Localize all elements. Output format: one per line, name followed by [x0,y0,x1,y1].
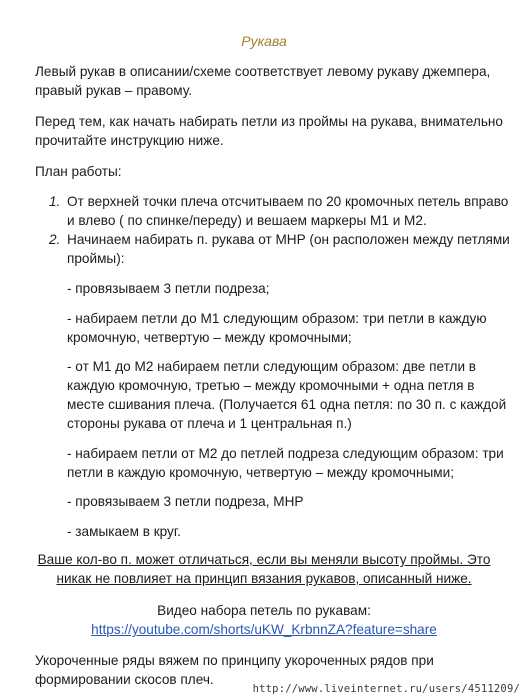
intro-line-2: правый рукав – правому. [35,83,193,98]
step-1-line-1: От верхней точки плеча отсчитываем по 20 кромочных петель вправо [67,194,509,209]
substep-line: стороны рукава от плеча и 1 центральная п.) [67,416,352,431]
substep-line: каждую кромочную, третью – между кромочными + одна петля в [67,378,475,393]
substep-line: - от М1 до М2 набираем петли следующим образом: две петли в [67,359,477,374]
substep-line: месте сшивания плеча. (Получается 61 одна петля: по 30 п. с каждой [67,397,507,412]
note-line-1: Перед тем, как начать набирать петли из проймы на рукава, внимательно [35,114,503,129]
substep-line: петли в каждую кромочную, четвертую – между кромочными; [67,465,455,480]
step-2-number: 2. [49,232,61,247]
substep-line: - набираем петли до М1 следующим образом: три петли в каждую [67,311,487,326]
watermark-url: http://www.liveinternet.ru/users/4511209/ [252,683,520,695]
warning-line-1: Ваше кол-во п. может отличаться, если вы меняли высоту проймы. Это [37,552,491,567]
step-2-line-2: проймы): [67,251,125,266]
intro-line-1: Левый рукав в описании/схеме соответствует левому рукаву джемпера, [35,64,491,79]
step-2-line-1: Начинаем набирать п. рукава от МНР (он расположен между петлями [67,232,510,247]
plan-heading: План работы: [35,164,122,179]
closing-line-2: формировании скосов плеч. [35,672,214,687]
substep-line: - набираем петли от М2 до петлей подреза следующим образом: три [67,446,504,461]
video-link[interactable]: https://youtube.com/shorts/uKW_KrbnnZA?feature=share [91,622,437,637]
substep-line: - провязываем 3 петли подреза; [67,281,270,296]
video-link-wrap [0,620,528,639]
section-title: Рукава [241,33,287,49]
step-1-number: 1. [49,194,61,209]
step-1-line-2: и влево ( по спинке/переду) и вешаем маркеры М1 и М2. [67,213,427,228]
substep-line: - замыкаем в круг. [67,524,181,539]
video-label: Видео набора петель по рукавам: [157,603,371,618]
substep-line: кромочную, четвертую – между кромочными; [67,330,352,345]
warning-line-2: никак не повлияет на принцип вязания рукавов, описанный ниже. [56,571,472,586]
note-line-2: прочитайте инструкцию ниже. [35,133,224,148]
closing-line-1: Укороченные ряды вяжем по принципу укороченных рядов при [35,653,434,668]
substep-line: - провязываем 3 петли подреза, МНР [67,494,304,509]
